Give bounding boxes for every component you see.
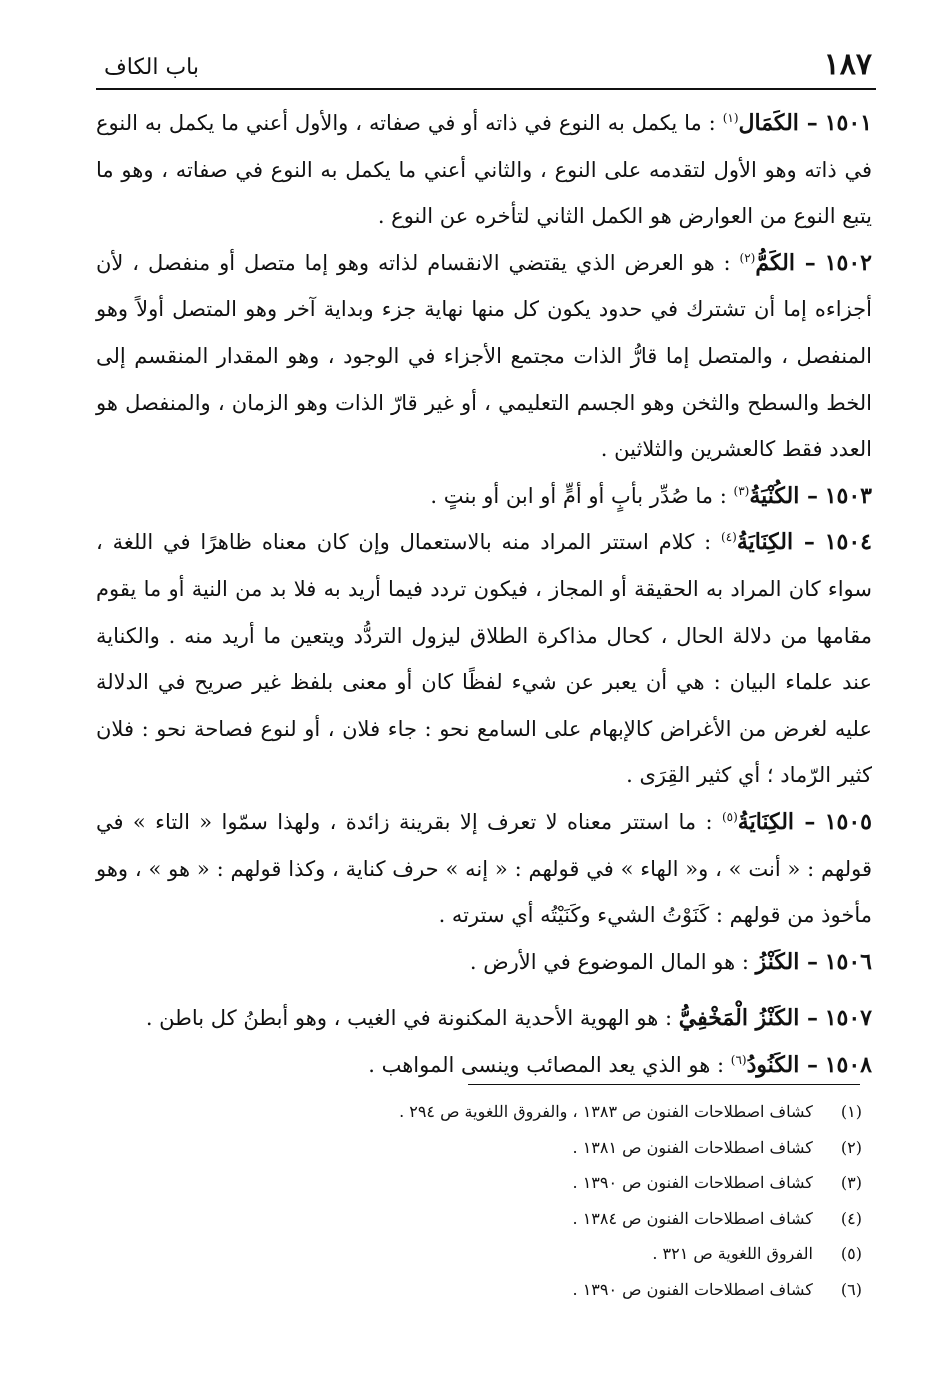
footnote-item <box>300 1165 862 1201</box>
entry-1506: ١٥٠٦ – الكَنْزُ : هو المال الموضوع في الأرض . <box>469 948 872 975</box>
entry-text: : ما يكمل به النوع في ذاته أو في صفاته ، والأول أعني ما يكمل به النوع في ذاته وهو الأول لتقدمه على النوع ، والثاني أعني ما يكمل به النوع في صفاته ، وهو ما يتبع النوع من العوارض هو الكمل الثاني لتأخره عن النوع . <box>96 111 872 229</box>
entry-number: ١٥٠٦ <box>824 948 872 975</box>
footnote-ref: (٤) <box>721 530 737 545</box>
footnote-text: كشاف اصطلاحات الفنون ص ١٣٩٠ . <box>572 1173 813 1192</box>
footnote-item <box>300 1272 862 1308</box>
entry-1505: ١٥٠٥ – الكِنَايَةُ$^{(٥)}$ : ما استتر معناه لا تعرف إلا بقرينة زائدة ، ولهذا سمّوا « التاء » في قولهم : « أنت » ، و« الهاء » في قولهم : « إنه » حرف كناية ، وكذا قولهم : « هو » ، وهو مأخوذ من قولهم : كَنَوْتُ الشيء وكَنَيْتُه أي سترته . <box>96 808 872 928</box>
footnote-divider <box>468 1084 860 1085</box>
entry-1504: ١٥٠٤ – الكِنَايَةُ$^{(٤)}$ : كلام استتر المراد منه بالاستعمال وإن كان معناه ظاهرًا في اللغة ، سواء كان المراد به الحقيقة أو المجاز ، فيكون تردد فيما أريد به فلا بد من النية أو ما يقوم مقامها من دلالة الحال ، كحال مذاكرة الطلاق ليزول التردُّد ويتعين ما أريد منه . والكناية عند علماء البيان : هي أن يعبر عن شيء لفظًا كان أو معنى بلفظ غير صريح في الدلالة عليه لغرض من الأغراض كالإبهام على السامع نحو : جاء فلان ، أو لنوع فصاحة نحو : فلان كثير الرّماد ؛ أي كثير القِرَى . <box>96 529 872 788</box>
entry-1501: ١٥٠١ – الكَمَال$^{(١)}$ : ما يكمل به النوع في ذاته أو في صفاته ، والأول أعني ما يكمل به النوع في ذاته وهو الأول لتقدمه على النوع ، والثاني أعني ما يكمل به النوع في صفاته ، وهو ما يتبع النوع من العوارض هو الكمل الثاني لتأخره عن النوع . <box>96 110 872 229</box>
footnote-ref: (٢) <box>739 250 756 265</box>
footnote-text: كشاف اصطلاحات الفنون ص ١٣٩٠ . <box>572 1279 813 1299</box>
page-number: ١٨٧ <box>823 47 872 82</box>
footnote-item <box>300 1130 862 1166</box>
footnote-mark: (٢) <box>840 1137 862 1157</box>
entry-term: الكَنُودُ <box>746 1051 800 1078</box>
footnote-ref: (٥) <box>721 809 738 824</box>
entry-number: ١٥٠٨ <box>824 1051 872 1078</box>
entry-1507: ١٥٠٧ – الكَنْزُ الْمَخْفِيُّ : هو الهوية الأحدية المكنونة في الغيب ، وهو أبطنُ كل باطن . <box>145 1005 872 1032</box>
entry-text: : هو المال الموضوع في الأرض . <box>469 949 749 974</box>
footnote-text: كشاف اصطلاحات الفنون ص ١٣٨٤ . <box>572 1208 813 1228</box>
footnote-mark: (٣) <box>840 1173 862 1192</box>
chapter-title: باب الكاف <box>104 55 200 80</box>
entry-number: ١٥٠٤ <box>824 529 872 556</box>
footnote-mark: (٥) <box>840 1244 862 1263</box>
footnote-mark: (١) <box>840 1102 862 1121</box>
page-header <box>96 40 876 90</box>
entry-number: ١٥٠٢ <box>824 249 872 276</box>
entry-text: : كلام استتر المراد منه بالاستعمال وإن كان معناه ظاهرًا في اللغة ، سواء كان المراد به الحقيقة أو المجاز ، فيكون تردد فيما أريد به فلا بد من النية أو ما يقوم مقامها من دلالة الحال ، كحال مذاكرة الطلاق ليزول التردُّد ويتعين ما أريد منه . والكناية عند علماء البيان : هي أن يعبر عن شيء لفظًا كان أو معنى بلفظ غير صريح في الدلالة عليه لغرض من الأغراض كالإبهام على السامع نحو : جاء فلان ، أو لنوع فصاحة نحو : فلان كثير الرّماد ؛ أي كثير القِرَى . <box>96 530 872 788</box>
entry-term: الكِنَايَةُ <box>736 529 794 556</box>
page-body <box>96 100 872 1088</box>
entry-text: : هو الذي يعد المصائب وينسى المواهب . <box>368 1052 725 1077</box>
footnote-text: الفروق اللغوية ص ٣٢١ . <box>652 1244 813 1263</box>
entry-1502: ١٥٠٢ – الكَمُّ$^{(٢)}$ : هو العرض الذي يقتضي الانقسام لذاته وهو إما متصل أو منفصل ، لأن أجزاءه إما أن تشترك في حدود يكون كل منها نهاية جزء وبداية آخر وهو المتصل أولاً وهو المنفصل ، والمتصل إما قارُّ الذات مجتمع الأجزاء في الوجود ، وهو المقدار المنقسم إلى الخط والسطح والثخن وهو الجسم التعليمي ، أو غير قارّ الذات وهو الزمان ، والمنفصل هو العدد فقط كالعشرين والثلاثين . <box>96 249 872 462</box>
entry-text: : هو الهوية الأحدية المكنونة في الغيب ، وهو أبطنُ كل باطن . <box>145 1006 673 1031</box>
entry-term: الكِنَايَةُ <box>737 808 795 835</box>
footnote-mark: (٦) <box>840 1279 862 1299</box>
entry-term: الكَنْزُ <box>755 948 800 975</box>
footnote-ref: (١) <box>722 111 739 125</box>
entry-term: الكَمَال <box>738 110 799 136</box>
entry-term: الكَمُّ <box>755 249 795 276</box>
entry-number: ١٥٠١ <box>824 110 872 136</box>
entry-term: الكُنْيَةُ <box>749 482 800 509</box>
footnote-item <box>300 1236 862 1272</box>
footnote-item <box>300 1094 862 1130</box>
entry-1508: ١٥٠٨ – الكَنُودُ$^{(٦)}$ : هو الذي يعد المصائب وينسى المواهب . <box>368 1051 872 1078</box>
footnote-item <box>300 1201 862 1237</box>
footnote-ref: (٣) <box>733 483 750 498</box>
entry-1503: ١٥٠٣ – الكُنْيَةُ$^{(٣)}$ : ما صُدِّر بأبٍ أو أمٍّ أو ابن أو بنتٍ . <box>430 482 872 509</box>
entry-text: : ما استتر معناه لا تعرف إلا بقرينة زائدة ، ولهذا سمّوا « التاء » في قولهم : « أنت » ، و« الهاء » في قولهم : « إنه » حرف كناية ، وكذا قولهم : « هو » ، وهو مأخوذ من قولهم : كَنَوْتُ الشيء وكَنَيْتُه أي سترته . <box>96 809 872 928</box>
entry-number: ١٥٠٧ <box>824 1005 872 1032</box>
footnotes <box>300 1094 862 1307</box>
entry-text: : ما صُدِّر بأبٍ أو أمٍّ أو ابن أو بنتٍ . <box>430 483 727 508</box>
entry-text: : هو العرض الذي يقتضي الانقسام لذاته وهو إما متصل أو منفصل ، لأن أجزاءه إما أن تشترك في حدود يكون كل منها نهاية جزء وبداية آخر وهو المتصل أولاً وهو المنفصل ، والمتصل إما قارُّ الذات مجتمع الأجزاء في الوجود ، وهو المقدار المنقسم إلى الخط والسطح والثخن وهو الجسم التعليمي ، أو غير قارّ الذات وهو الزمان ، والمنفصل هو العدد فقط كالعشرين والثلاثين . <box>96 250 872 462</box>
entry-number: ١٥٠٣ <box>824 482 872 509</box>
entry-term: الكَنْزُ الْمَخْفِيُّ <box>678 1005 800 1032</box>
footnote-ref: (٦) <box>730 1052 747 1067</box>
footnote-text: كشاف اصطلاحات الفنون ص ١٣٨١ . <box>572 1137 813 1157</box>
footnote-text: كشاف اصطلاحات الفنون ص ١٣٨٣ ، والفروق اللغوية ص ٢٩٤ . <box>399 1102 813 1121</box>
entry-number: ١٥٠٥ <box>824 808 872 835</box>
footnote-mark: (٤) <box>840 1208 862 1228</box>
